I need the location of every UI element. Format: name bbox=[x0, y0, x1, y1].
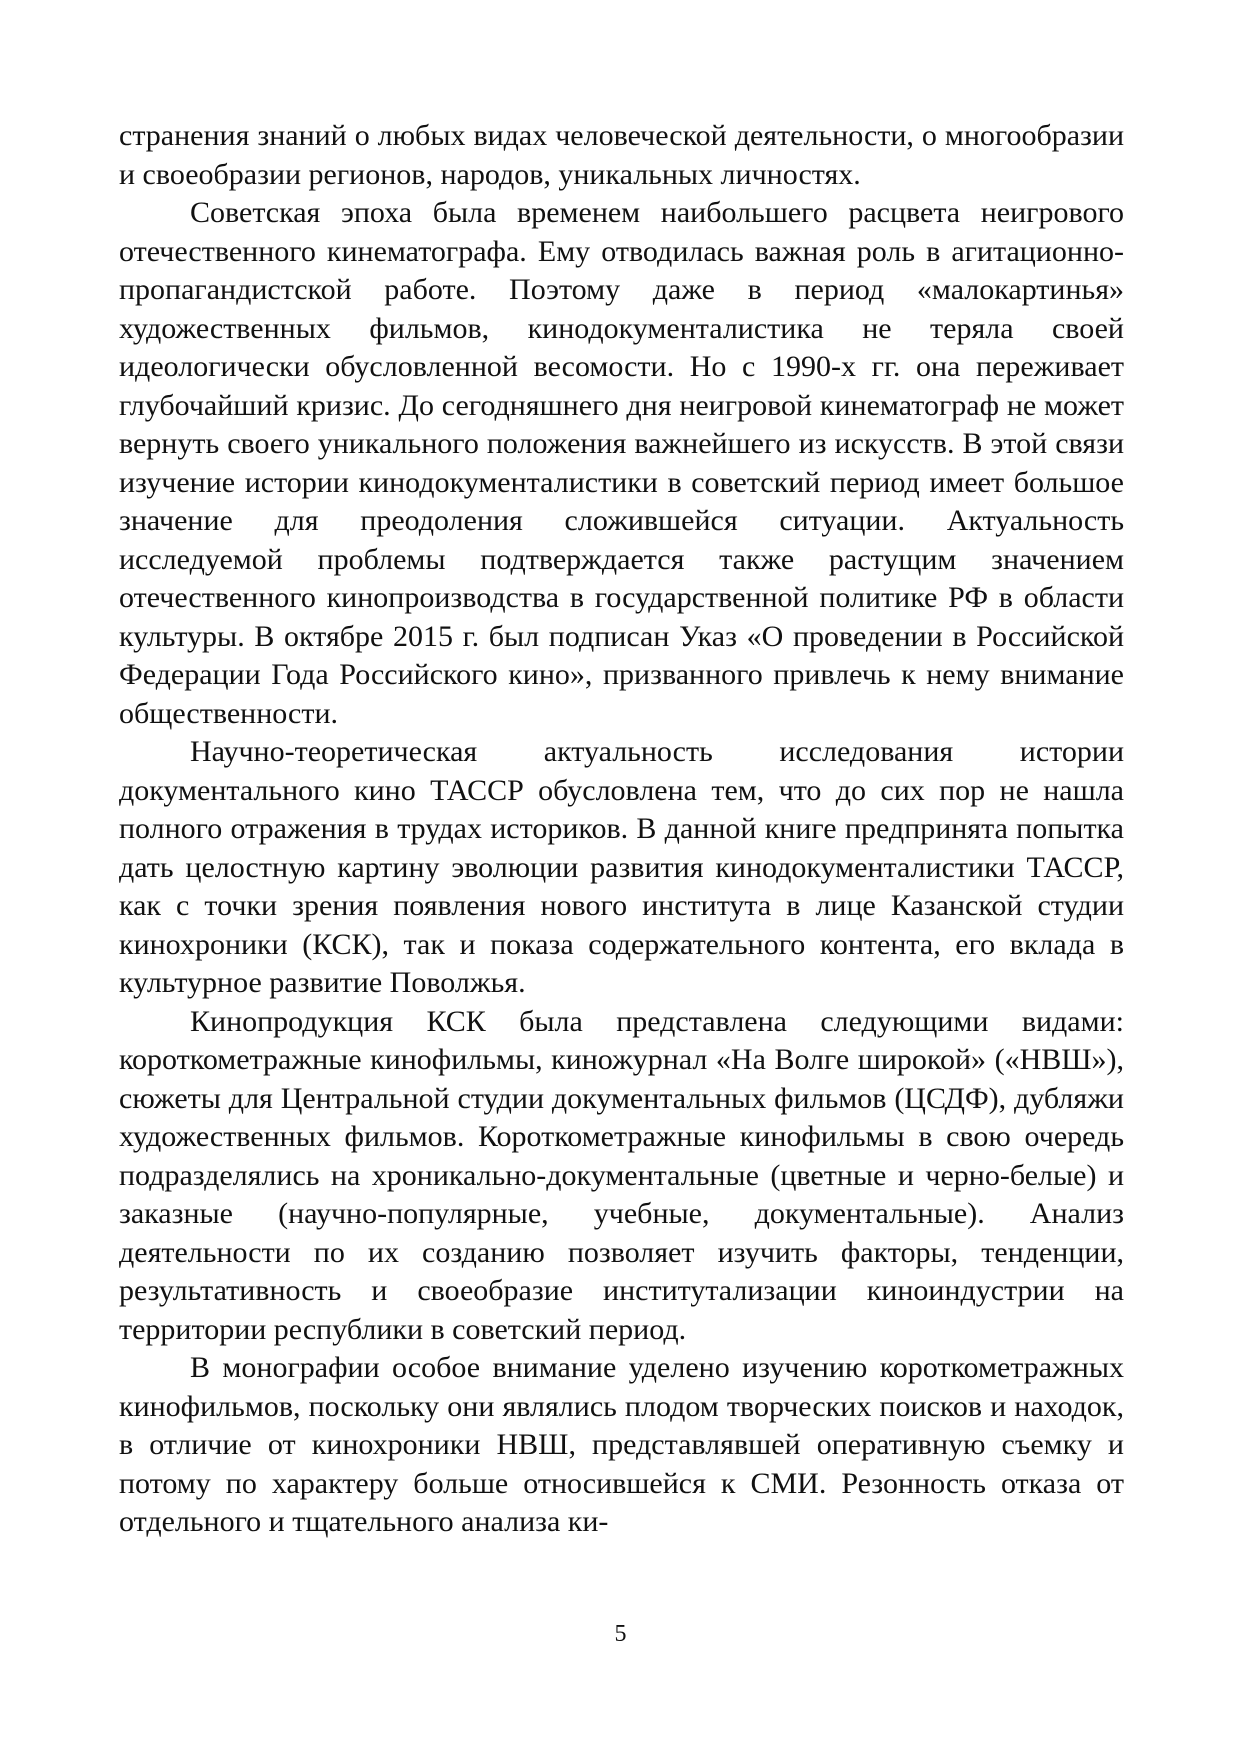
paragraph-monograph-focus: В монографии особое внимание уделено изучению короткометражных кинофильмов, поскольку они являлись плодом творческих поисков и находок, в отличие от кинохроники НВШ, представлявшей оперативную съемку и потому по характеру больше относившейся к СМИ. Резонность отказа от отдельного и тщательного анализа ки- bbox=[119, 1351, 1124, 1538]
paragraph-soviet-era: Советская эпоха была временем наибольшего расцвета неигрового отечественного кинематографа. Ему отводилась важная роль в агитационно-пропагандистской работе. Поэтому даже в период «малокартинья» художественных фильмов, кинодокументалистика не теряла своей идеологически обусловленной весомости. Но с 1990-х гг. она переживает глубочайший кризис. До сегодняшнего дня неигровой кинематограф не может вернуть своего уникального положения важнейшего из искусств. В этой связи изучение истории кинодокументалистики в советский период имеет большое значение для преодоления сложившейся ситуации. Актуальность исследуемой проблемы подтверждается также растущим значением отечественного кинопроизводства в государственной политике РФ в области культуры. В октябре 2015 г. был подписан Указ «О проведении в Российской Федерации Года Российского кино», призванного привлечь к нему внимание общественности. bbox=[119, 196, 1124, 730]
paragraph-continuation: странения знаний о любых видах человеческой деятельности, о многообразии и своеобразии регионов, народов, уникальных личностях. bbox=[119, 119, 1124, 191]
body-text bbox=[119, 117, 1124, 1542]
paragraph-scientific-relevance: Научно-теоретическая актуальность исследования истории документального кино ТАССР обусловлена тем, что до сих пор не нашла полного отражения в трудах историков. В данной книге предпринята попытка дать целостную картину эволюции развития кинодокументалистики ТАССР, как с точки зрения появления нового института в лице Казанской студии кинохроники (КСК), так и показа содержательного контента, его вклада в культурное развитие Поволжья. bbox=[119, 735, 1124, 999]
page-number: 5 bbox=[614, 1621, 627, 1647]
paragraph-ksk-production: Кинопродукция КСК была представлена следующими видами: короткометражные кинофильмы, киножурнал «На Волге широкой» («НВШ»), сюжеты для Центральной студии документальных фильмов (ЦСДФ), дубляжи художественных фильмов. Короткометражные кинофильмы в свою очередь подразделялись на хроникально-документальные (цветные и черно-белые) и заказные (научно-популярные, учебные, документальные). Анализ деятельности по их созданию позволяет изучить факторы, тенденции, результативность и своеобразие институтализации киноиндустрии на территории республики в советский период. bbox=[119, 1004, 1124, 1346]
